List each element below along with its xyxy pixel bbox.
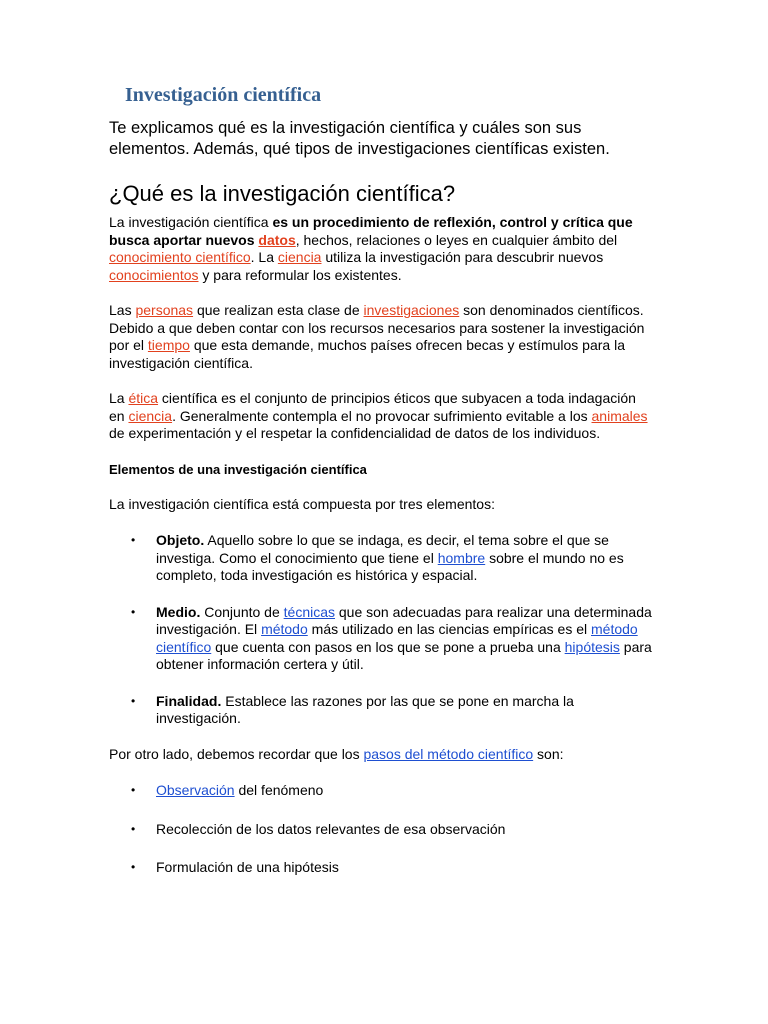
link-ciencia-2[interactable]: ciencia bbox=[128, 407, 173, 424]
list-item-finalidad: • Finalidad. Establece las razones por las que se pone en marcha la investigación. bbox=[131, 692, 574, 726]
list-item-observacion: • Observación del fenómeno bbox=[131, 782, 324, 798]
link-etica[interactable]: ética bbox=[128, 390, 159, 406]
link-animales[interactable]: animales bbox=[591, 407, 648, 424]
link-datos[interactable]: datos bbox=[258, 231, 296, 248]
list-item-medio: • Medio. Conjunto de técnicas que son adecuadas para realizar una determinada investigación. El método más utilizado en las ciencias empíricas es el método científico que cuenta con pasos en los que se pone a prueba una hipótesis para obtener información certera y útil. bbox=[131, 603, 652, 672]
bullet-icon: • bbox=[131, 693, 136, 708]
link-investigaciones[interactable]: investigaciones bbox=[363, 302, 460, 318]
list-item-recoleccion: • Recolección de los datos relevantes de esa observación bbox=[131, 820, 506, 837]
intro-paragraph: Te explicamos qué es la investigación científica y cuáles son sus elementos. Además, qué tipos de investigaciones científicas existen. bbox=[109, 119, 610, 158]
list-item-formulacion: • Formulación de una hipótesis bbox=[131, 859, 339, 875]
heading-what-is: ¿Qué es la investigación científica? bbox=[109, 181, 456, 206]
bullet-icon: • bbox=[131, 604, 136, 619]
list-item-objeto: • Objeto. Aquello sobre lo que se indaga, es decir, el tema sobre el que se investiga. Como el conocimiento que tiene el hombre sobre el mundo no es completo, toda investigación es histórica y espacial. bbox=[131, 532, 624, 583]
text: La investigación científica bbox=[109, 214, 273, 230]
bullet-icon: • bbox=[131, 860, 136, 874]
link-personas[interactable]: personas bbox=[135, 302, 194, 318]
link-hipotesis[interactable]: hipótesis bbox=[564, 638, 620, 655]
link-metodo-cientifico[interactable]: método científico bbox=[156, 621, 638, 655]
link-observacion[interactable]: Observación bbox=[156, 782, 235, 798]
paragraph-pasos: Por otro lado, debemos recordar que los pasos del método científico son: bbox=[109, 745, 564, 762]
bullet-icon: • bbox=[131, 783, 136, 797]
link-tiempo[interactable]: tiempo bbox=[147, 337, 190, 353]
elements-list bbox=[109, 532, 654, 728]
link-ciencia[interactable]: ciencia bbox=[277, 249, 322, 265]
link-conocimientos[interactable]: conocimientos bbox=[109, 266, 199, 283]
bullet-icon: • bbox=[131, 821, 136, 836]
document-page bbox=[109, 82, 654, 877]
link-metodo[interactable]: método bbox=[261, 621, 308, 637]
bold-text: es un procedimiento de reflexión, control y crítica que busca aportar nuevos datos bbox=[109, 214, 633, 248]
link-tecnicas[interactable]: técnicas bbox=[283, 603, 335, 620]
paragraph-elements-intro: La investigación científica está compuesta por tres elementos: bbox=[109, 495, 495, 512]
heading-elements: Elementos de una investigación científica bbox=[109, 461, 367, 477]
paragraph-definition: La investigación científica es un procedimiento de reflexión, control y crítica que busca aportar nuevos datos, hechos, relaciones o leyes en cualquier ámbito del conocimiento científico. La ciencia utiliza la investigación para descubrir nuevos conocimientos y para reformular los existentes. bbox=[109, 214, 633, 283]
paragraph-etica: La ética científica es el conjunto de principios éticos que subyacen a toda indagación en ciencia. Generalmente contempla el no provocar sufrimiento evitable a los animales de experimentación y el respetar la confidencialidad de datos de los individuos. bbox=[109, 390, 648, 441]
paragraph-personas: Las personas que realizan esta clase de investigaciones son denominados científicos. Debido a que deben contar con los recursos necesarios para sostener la investigación por el tiempo que esta demande, muchos países ofrecen becas y estímulos para la investigación científica. bbox=[109, 302, 645, 371]
steps-list bbox=[109, 782, 654, 877]
link-conocimiento-cientifico[interactable]: conocimiento científico bbox=[109, 249, 251, 265]
bullet-icon: • bbox=[131, 533, 136, 547]
link-pasos-metodo-cientifico[interactable]: pasos del método científico bbox=[363, 745, 534, 762]
document-title: Investigación científica bbox=[125, 84, 322, 106]
link-hombre[interactable]: hombre bbox=[437, 549, 486, 566]
